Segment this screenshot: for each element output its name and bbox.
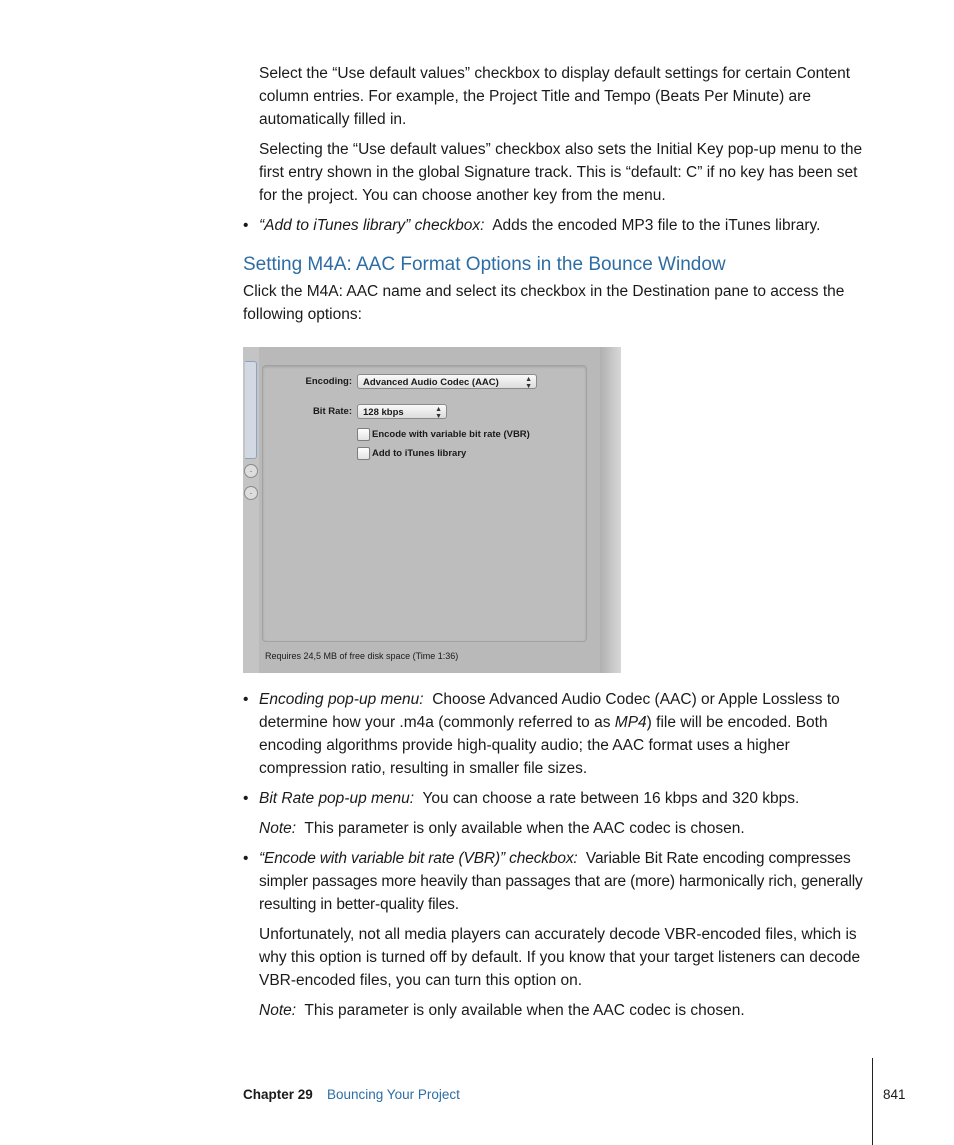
arrows-icon: ▲ ▼ bbox=[525, 376, 532, 390]
intro-paragraph-2 bbox=[259, 138, 877, 207]
bounce-window-screenshot bbox=[243, 347, 621, 673]
bullet-vbr-term: “Encode with variable bit rate (VBR)” checkbox: bbox=[259, 850, 578, 867]
note-1-label: Note: bbox=[259, 820, 297, 837]
itunes-checkbox-label[interactable]: Add to iTunes library bbox=[372, 448, 467, 459]
window-right-edge bbox=[600, 347, 621, 673]
note-1-text: This parameter is only available when the AAC codec is chosen. bbox=[304, 820, 745, 837]
footer-chapter-title: Bouncing Your Project bbox=[327, 1087, 460, 1102]
bullet-encoding-mp4: MP4 bbox=[614, 714, 647, 731]
bullet-bitrate-term: Bit Rate pop-up menu: bbox=[259, 790, 415, 807]
itunes-checkbox[interactable] bbox=[357, 447, 370, 460]
bullet-bitrate-text: You can choose a rate between 16 kbps and 320 kbps. bbox=[422, 790, 800, 807]
circle-button-icon: · bbox=[244, 486, 258, 500]
bullet-mark: • bbox=[243, 691, 249, 708]
arrows-icon: ▲ ▼ bbox=[435, 406, 442, 420]
vbr-checkbox[interactable] bbox=[357, 428, 370, 441]
bullet-itunes-term: “Add to iTunes library” checkbox: bbox=[259, 217, 485, 234]
bitrate-popup-value: 128 kbps bbox=[363, 407, 404, 418]
section-heading: Setting M4A: AAC Format Options in the Bounce Window bbox=[243, 254, 726, 275]
intro-paragraph-1 bbox=[259, 62, 877, 131]
bullet-encoding-text-b: ) file will be encoded. Both encoding algorithms provide high-quality audio; the AAC format uses a higher compression ratio, resulting in smaller file sizes. bbox=[259, 714, 828, 777]
bullet-itunes-text: Adds the encoded MP3 file to the iTunes library. bbox=[492, 217, 821, 234]
intro-text-1: Select the “Use default values” checkbox to display default settings for certain Content column entries. For example, the Project Title and Tempo (Beats Per Minute) are automatically filled in. bbox=[259, 65, 851, 128]
page-number: 841 bbox=[883, 1087, 906, 1102]
circle-button-icon: · bbox=[244, 464, 258, 478]
encoding-popup[interactable] bbox=[357, 374, 537, 389]
bullet-bitrate bbox=[243, 787, 877, 810]
encoding-label: Encoding: bbox=[305, 376, 352, 387]
options-panel bbox=[262, 365, 587, 642]
note-2-label: Note: bbox=[259, 1002, 297, 1019]
bitrate-label: Bit Rate: bbox=[312, 406, 352, 417]
vbr-paragraph-2 bbox=[259, 923, 877, 992]
footer-chapter: Chapter 29 bbox=[243, 1087, 313, 1102]
section-intro bbox=[243, 280, 877, 326]
encoding-popup-value: Advanced Audio Codec (AAC) bbox=[363, 377, 499, 388]
bullet-encoding-text-a: Choose Advanced Audio Codec (AAC) or Apple Lossless to determine how your .m4a (commonly referred to as bbox=[259, 691, 840, 731]
bullet-mark: • bbox=[243, 217, 249, 234]
disk-space-status: Requires 24,5 MB of free disk space (Time 1:36) bbox=[265, 651, 459, 661]
bullet-vbr bbox=[243, 847, 877, 916]
note-1 bbox=[259, 817, 877, 840]
note-2-text: This parameter is only available when the AAC codec is chosen. bbox=[304, 1002, 745, 1019]
footer-divider bbox=[872, 1058, 873, 1145]
note-2 bbox=[259, 999, 877, 1022]
vbr-paragraph-2-text: Unfortunately, not all media players can accurately decode VBR-encoded files, which is why this option is turned off by default. If you know that your target listeners can decode VBR-encoded files, you can turn this option on. bbox=[259, 926, 861, 989]
bullet-vbr-text: Variable Bit Rate encoding compresses simpler passages more heavily than passages that are (more) harmonically rich, generally resulting in better-quality files. bbox=[259, 850, 863, 913]
bullet-mark: • bbox=[243, 850, 249, 867]
vbr-checkbox-label[interactable]: Encode with variable bit rate (VBR) bbox=[372, 429, 530, 440]
bitrate-popup[interactable] bbox=[357, 404, 447, 419]
section-intro-text: Click the M4A: AAC name and select its checkbox in the Destination pane to access the following options: bbox=[243, 283, 845, 323]
bullet-encoding-term: Encoding pop-up menu: bbox=[259, 691, 424, 708]
bullet-encoding bbox=[243, 688, 877, 780]
bullet-mark: • bbox=[243, 790, 249, 807]
destination-list-edge bbox=[245, 361, 257, 459]
intro-text-2: Selecting the “Use default values” checkbox also sets the Initial Key pop-up menu to the first entry shown in the global Signature track. This is “default: C” if no key has been set for the project. You can choose another key from the menu. bbox=[259, 141, 863, 204]
